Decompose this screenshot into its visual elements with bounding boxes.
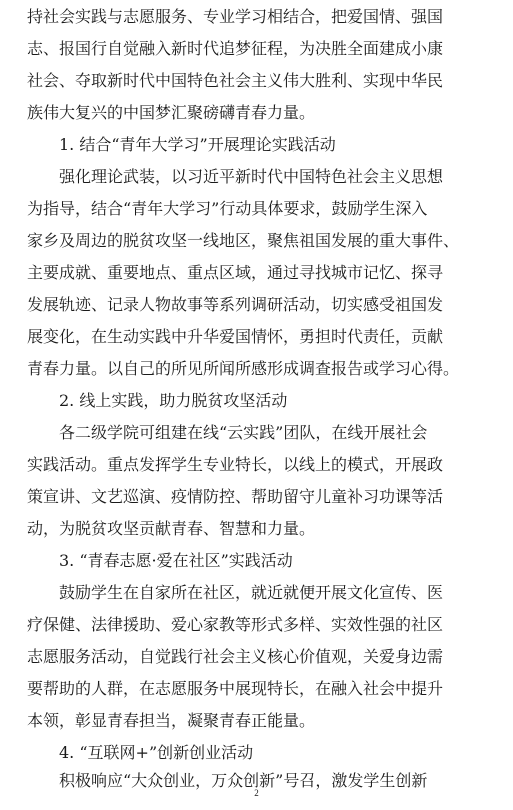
body-text-line: 主要成就、重要地点、重点区域，通过寻找城市记忆、探寻 xyxy=(27,263,444,282)
body-text-line: 志、报国行自觉融入新时代追梦征程，为决胜全面建成小康 xyxy=(27,39,444,58)
body-text-line: 青春力量。以自己的所见所闻所感形成调查报告或学习心得。 xyxy=(27,359,460,378)
body-text-line: 社会、夺取新时代中国特色社会主义伟大胜利、实现中华民 xyxy=(27,71,444,90)
body-text-line: 志愿服务活动，自觉践行社会主义核心价值观，关爱身边需 xyxy=(27,647,444,666)
body-text-line: 各二级学院可组建在线“云实践”团队，在线开展社会 xyxy=(59,423,428,442)
body-text-line: 疗保健、法律援助、爱心家教等形式多样、实效性强的社区 xyxy=(27,615,444,634)
body-text-line: 实践活动。重点发挥学生专业特长，以线上的模式，开展政 xyxy=(27,455,444,474)
body-text-line: 家乡及周边的脱贫攻坚一线地区，聚焦祖国发展的重大事件、 xyxy=(27,231,460,250)
page-number: 2 xyxy=(254,788,259,798)
body-text-line: 积极响应“大众创业，万众创新”号召，激发学生创新 xyxy=(59,771,428,790)
section-heading-1: 1. 结合“青年大学习”开展理论实践活动 xyxy=(59,135,336,154)
body-text-line: 为指导，结合“青年大学习”行动具体要求，鼓励学生深入 xyxy=(27,199,428,218)
section-heading-3: 3. “青春志愿·爱在社区”实践活动 xyxy=(59,551,293,570)
body-text-line: 策宣讲、文艺巡演、疫情防控、帮助留守儿童补习功课等活 xyxy=(27,487,444,506)
body-text-line: 持社会实践与志愿服务、专业学习相结合，把爱国情、强国 xyxy=(27,7,444,26)
body-text-line: 鼓励学生在自家所在社区，就近就便开展文化宣传、医 xyxy=(59,583,444,602)
body-text-line: 展变化，在生动实践中升华爱国情怀，勇担时代责任，贡献 xyxy=(27,327,444,346)
body-text-line: 要帮助的人群，在志愿服务中展现特长，在融入社会中提升 xyxy=(27,679,444,698)
body-text-line: 强化理论武装，以习近平新时代中国特色社会主义思想 xyxy=(59,167,444,186)
section-heading-2: 2. 线上实践，助力脱贫攻坚活动 xyxy=(59,391,288,410)
body-text-line: 动，为脱贫攻坚贡献青春、智慧和力量。 xyxy=(27,519,316,538)
body-text-line: 发展轨迹、记录人物故事等系列调研活动，切实感受祖国发 xyxy=(27,295,444,314)
section-heading-4: 4. “互联网+”创新创业活动 xyxy=(59,743,254,762)
body-text-line: 族伟大复兴的中国梦汇聚磅礴青春力量。 xyxy=(27,103,316,122)
body-text-line: 本领，彰显青春担当，凝聚青春正能量。 xyxy=(27,711,316,730)
